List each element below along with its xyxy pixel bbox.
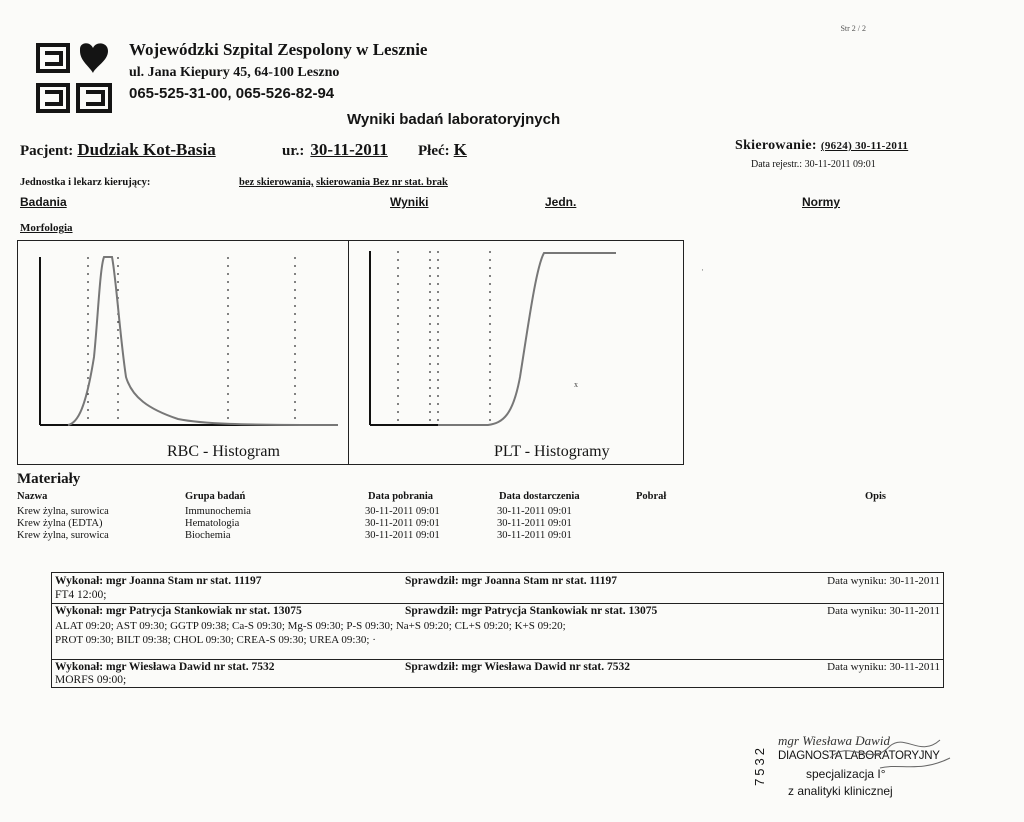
result-performed-by: Wykonał: mgr Patrycja Stankowiak nr stat. 13075 <box>55 605 302 617</box>
stamp-title: DIAGNOSTA LABORATORYJNY <box>778 750 940 762</box>
plt-gridlines <box>398 251 490 425</box>
material-name: Krew żylna, surowica <box>17 506 109 517</box>
result-line: ALAT 09:20; AST 09:30; GGTP 09:38; Ca-S 09:30; Mg-S 09:30; P-S 09:30; Na+S 09:20; CL+S 09:20; K+S 09:20; <box>55 620 566 632</box>
result-date: Data wyniku: 30-11-2011 <box>827 661 940 673</box>
result-date: Data wyniku: 30-11-2011 <box>827 605 940 617</box>
referral <box>735 138 908 154</box>
result-line: MORFS 09:00; <box>55 674 127 686</box>
material-delivered: 30-11-2011 09:01 <box>497 506 572 517</box>
column-header-wyniki: Wyniki <box>390 195 429 209</box>
hospital-name: Wojewódzki Szpital Zespolony w Lesznie <box>129 40 428 59</box>
material-group: Immunochemia <box>185 506 251 517</box>
result-line: FT4 12:00; <box>55 589 107 601</box>
patient-label: Pacjent: <box>20 143 74 159</box>
birth-date-group <box>282 140 388 160</box>
histogram-divider <box>348 241 349 464</box>
materials-header-taken: Data pobrania <box>368 491 434 502</box>
stamp-number-text: 7532 <box>752 745 767 786</box>
materials-title: Materiały <box>17 471 81 487</box>
registration-label: Data rejestr.: <box>751 159 803 170</box>
column-header-jedn: Jedn. <box>545 195 577 209</box>
result-line: PROT 09:30; BILT 09:38; CHOL 09:30; CREA-S 09:30; UREA 09:30; · <box>55 634 376 646</box>
column-header-badania: Badania <box>20 195 67 209</box>
material-delivered: 30-11-2011 09:01 <box>497 530 572 541</box>
stray-mark: · <box>701 265 704 275</box>
rbc-histogram <box>38 247 338 429</box>
page-number: Str 2 / 2 <box>840 24 866 33</box>
material-taken: 30-11-2011 09:01 <box>365 506 440 517</box>
plt-histogram-caption: PLT - Histogramy <box>494 443 610 460</box>
signature-scribble <box>820 728 960 778</box>
material-name: Krew żylna, surowica <box>17 530 109 541</box>
stamp-signature: mgr Wiesława Dawid <box>778 733 890 748</box>
hospital-address: ul. Jana Kiepury 45, 64-100 Leszno <box>129 65 340 80</box>
stamp-number <box>753 745 766 788</box>
results-separator <box>52 603 943 604</box>
sex-label: Płeć: <box>418 143 450 159</box>
hospital-logo <box>32 39 116 117</box>
result-performed-by: Wykonał: mgr Wiesława Dawid nr stat. 7532 <box>55 661 275 673</box>
referring-unit-value <box>239 177 448 188</box>
referral-value: (9624) 30-11-2011 <box>820 140 909 152</box>
materials-header-delivered: Data dostarczenia <box>499 491 580 502</box>
referring-unit-label: Jednostka i lekarz kierujący: <box>20 177 151 188</box>
birth-date: 30-11-2011 <box>310 140 388 159</box>
sex-group <box>418 140 467 160</box>
materials-header-group: Grupa badań <box>185 491 246 502</box>
plt-histogram <box>368 247 668 429</box>
materials-header-name: Nazwa <box>17 491 48 502</box>
material-group: Hematologia <box>185 518 240 529</box>
patient-line <box>20 140 216 160</box>
rbc-gridlines <box>88 257 338 425</box>
rbc-curve <box>68 257 338 425</box>
result-checked-by: Sprawdził: mgr Wiesława Dawid nr stat. 7532 <box>405 661 631 673</box>
patient-name: Dudziak Kot-Basia <box>77 140 216 159</box>
document-title: Wyniki badań laboratoryjnych <box>347 111 561 128</box>
hospital-phones: 065-525-31-00, 065-526-82-94 <box>129 85 335 102</box>
material-taken: 30-11-2011 09:01 <box>365 530 440 541</box>
material-name: Krew żylna (EDTA) <box>17 518 103 529</box>
results-box <box>51 572 944 688</box>
result-checked-by: Sprawdził: mgr Patrycja Stankowiak nr stat. 13075 <box>405 605 658 617</box>
material-group: Biochemia <box>185 530 231 541</box>
plt-mark: x <box>574 380 578 389</box>
materials-header-collector: Pobrał <box>636 491 667 502</box>
material-taken: 30-11-2011 09:01 <box>365 518 440 529</box>
histogram-panel <box>17 240 684 465</box>
results-separator <box>52 659 943 660</box>
stamp-specialization: specjalizacja I° <box>806 767 886 781</box>
referring-unit-a: bez skierowania, <box>239 177 314 188</box>
result-performed-by: Wykonał: mgr Joanna Stam nr stat. 11197 <box>55 575 262 587</box>
registration-date <box>751 159 876 170</box>
sex-value: K <box>453 140 467 159</box>
plt-curve <box>438 253 616 425</box>
referring-unit-b: skierowania Bez nr stat. brak <box>316 177 448 188</box>
rbc-histogram-caption: RBC - Histogram <box>167 443 280 460</box>
column-header-normy: Normy <box>802 195 841 209</box>
birth-label: ur.: <box>282 143 305 159</box>
referral-label: Skierowanie: <box>735 138 817 153</box>
material-delivered: 30-11-2011 09:01 <box>497 518 572 529</box>
registration-value: 30-11-2011 09:01 <box>804 159 876 170</box>
materials-header-desc: Opis <box>865 491 887 502</box>
result-date: Data wyniku: 30-11-2011 <box>827 575 940 587</box>
stamp-field: z analityki klinicznej <box>788 784 893 798</box>
section-morfologia: Morfologia <box>20 222 73 234</box>
result-checked-by: Sprawdził: mgr Joanna Stam nr stat. 11197 <box>405 575 618 587</box>
